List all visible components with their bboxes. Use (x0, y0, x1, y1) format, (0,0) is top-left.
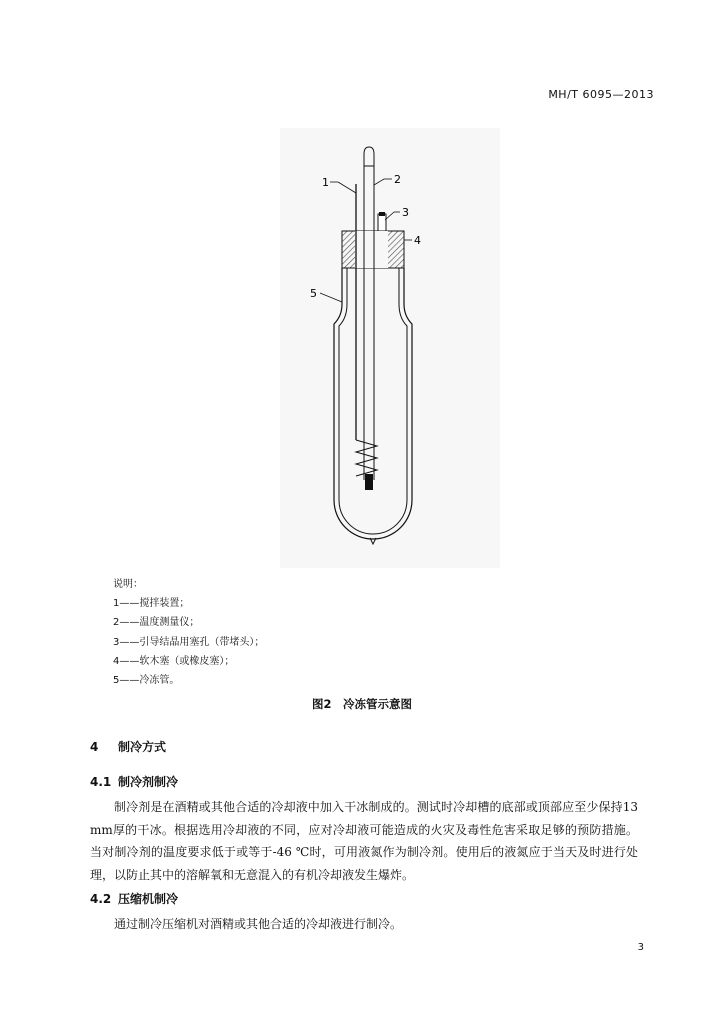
subsection-title: 制冷剂制冷 (118, 775, 179, 789)
callout-5: 5 (310, 287, 317, 300)
freezing-tube-diagram (280, 128, 500, 568)
page-number: 3 (637, 942, 644, 953)
subsection-number: 4.2 (90, 892, 112, 906)
legend-item: 1——搅拌装置； (113, 598, 190, 610)
paragraph-text: 通过制冷压缩机对酒精或其他合适的冷却液进行制冷。 (114, 917, 403, 931)
subsection-heading (90, 890, 178, 907)
subsection-heading (90, 773, 178, 790)
section-title: 制冷方式 (118, 740, 167, 754)
callout-4: 4 (414, 234, 421, 247)
figure-legend (113, 575, 264, 690)
subsection-number: 4.1 (90, 775, 112, 789)
section-number: 4 (90, 740, 99, 754)
thermometer-bulb (365, 474, 373, 490)
legend-item: 5——冷冻管。 (113, 675, 180, 687)
callout-1: 1 (322, 176, 329, 189)
callout-2: 2 (394, 173, 401, 186)
legend-item: 2——温度测量仪； (113, 617, 200, 629)
cork-plug-gap (377, 231, 388, 268)
subsection-title: 压缩机制冷 (118, 892, 179, 906)
paragraph (90, 796, 638, 886)
callout-3: 3 (402, 206, 409, 219)
legend-item: 3——引导结晶用塞孔（带堵头）； (113, 636, 265, 648)
legend-title: 说明： (113, 579, 143, 590)
paragraph (90, 913, 638, 936)
figure-background (280, 128, 500, 568)
paragraph-text: 制冷剂是在酒精或其他合适的冷却液中加入干冰制成的。测试时冷却槽的底部或顶部应至少保持13 mm厚的干冰。根据选用冷却液的不同，应对冷却液可能造成的火灾及毒性危害采取足够的预防措施。当对制冷剂的温度要求低于或等于-46 ℃时，可用液氮作为制冷剂。使用后的液氮应于当天及时进行处理，以防止其中的溶解氧和无意混入的有机冷却液发生爆炸。 (90, 800, 638, 882)
plug-stopper (379, 212, 385, 216)
section-heading (90, 738, 166, 755)
freezing-tube-figure (280, 128, 500, 568)
standard-code: MH/T 6095—2013 (548, 88, 654, 101)
legend-item: 4——软木塞（或橡皮塞）； (113, 655, 235, 667)
figure-caption: 图2 冷冻管示意图 (311, 697, 412, 711)
